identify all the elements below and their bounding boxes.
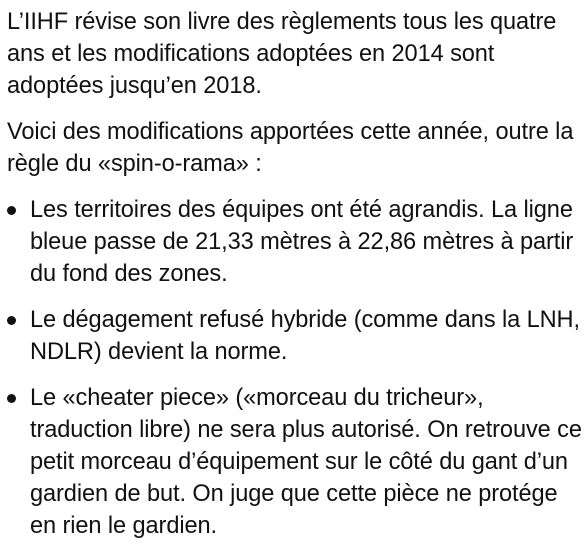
intro-paragraph: L’IIHF révise son livre des règlements tous les quatre ans et les modifications adoptées en 2014 sont adoptées jusqu’en 2018. — [7, 9, 557, 99]
modifications-list — [7, 194, 582, 542]
list-item-text: Les territoires des équipes ont été agrandis. La ligne bleue passe de 21,33 mètres à 22,86 mètres à partir du fond des zones. — [30, 197, 574, 287]
bullet-icon — [7, 316, 16, 325]
list-item-text: Le «cheater piece» («morceau du tricheur», traduction libre) ne sera plus autorisé. On retrouve ce petit morceau d’équipement sur le côté du gant d’un gardien de but. On juge que cette pièce ne protége en rien le gardien. — [30, 385, 582, 539]
list-item-text: Le dégagement refusé hybride (comme dans la LNH, NDLR) devient la norme. — [30, 307, 580, 365]
list-item — [7, 194, 582, 290]
list-item — [7, 382, 582, 542]
bullet-icon — [7, 394, 16, 403]
bullet-icon — [7, 206, 16, 215]
lead-in-paragraph: Voici des modifications apportées cette année, outre la règle du «spin-o-rama» : — [7, 119, 574, 177]
list-item — [7, 304, 582, 368]
